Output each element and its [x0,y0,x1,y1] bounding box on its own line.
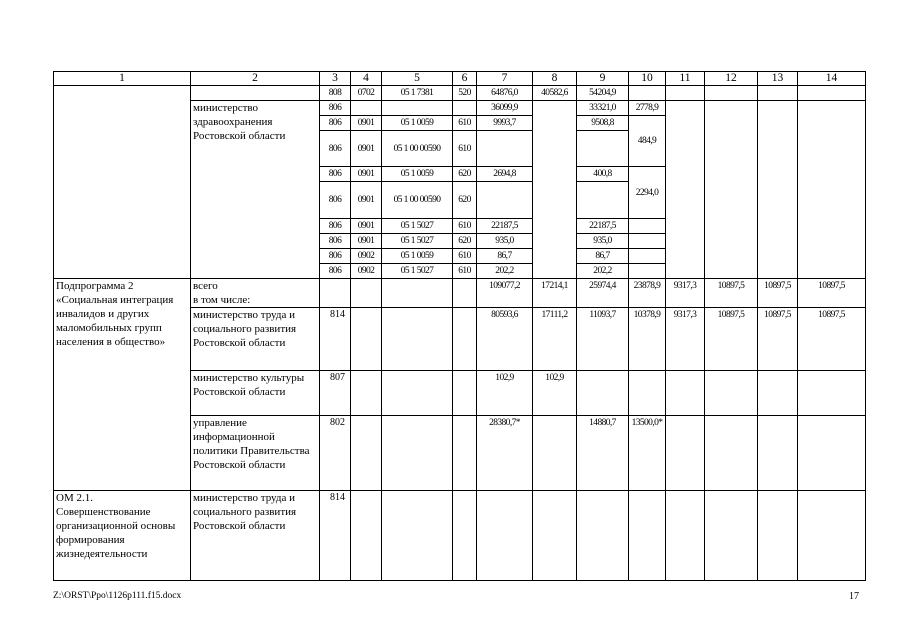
table-cell [705,491,758,581]
table-cell [705,371,758,416]
table-cell: 10897,5 [798,279,866,308]
table-cell [705,86,758,101]
header-cell: 8 [533,72,577,86]
table-cell [351,101,382,116]
table-cell: 22187,5 [477,219,533,234]
table-cell [351,491,382,581]
table-cell [382,491,453,581]
table-cell: 05 1 5027 [382,219,453,234]
table-cell: 05 1 7381 [382,86,453,101]
table-cell: 0902 [351,249,382,264]
table-cell [577,182,629,219]
table-cell: 807 [320,371,351,416]
table-cell [477,131,533,167]
table-cell: 28380,7* [477,416,533,491]
table-cell: 10897,5 [705,279,758,308]
table-cell: 10378,9 [629,308,666,371]
header-cell: 1 [54,72,191,86]
table-cell [666,86,705,101]
table-cell: 610 [453,249,477,264]
table-cell: 10897,5 [758,279,798,308]
table-cell: министерство здравоохранения Ростовской области [191,101,320,279]
table-cell: 10897,5 [798,308,866,371]
table-cell: 2694,8 [477,167,533,182]
table-cell: 0902 [351,264,382,279]
table-cell: 05 1 5027 [382,264,453,279]
table-cell [577,131,629,167]
table-cell: 806 [320,249,351,264]
table-cell: 806 [320,234,351,249]
table-cell: 802 [320,416,351,491]
table-cell: 610 [453,131,477,167]
table-cell: 0901 [351,116,382,131]
table-cell [705,101,758,279]
table-cell: 109077,2 [477,279,533,308]
table-cell [382,101,453,116]
table-cell: 05 1 0059 [382,116,453,131]
table-cell: 0901 [351,131,382,167]
table-cell [351,308,382,371]
table-cell: 806 [320,219,351,234]
table-cell [666,371,705,416]
table-cell: 202,2 [477,264,533,279]
table-cell: 202,2 [577,264,629,279]
table-cell: 05 1 00 00590 [382,131,453,167]
header-cell: 13 [758,72,798,86]
table-cell: 0901 [351,219,382,234]
table-cell: 806 [320,182,351,219]
table-cell: 13500,0* [629,416,666,491]
table-cell: 40582,6 [533,86,577,101]
table-cell: 806 [320,116,351,131]
table-cell [798,86,866,101]
table-cell [382,416,453,491]
table-cell [477,182,533,219]
table-cell [758,371,798,416]
table-cell [191,86,320,101]
table-cell: Подпрограмма 2 «Социальная интеграция инвалидов и других маломобильных групп населения в общество» [54,279,191,491]
table-cell [666,491,705,581]
table-cell: 620 [453,182,477,219]
header-cell: 4 [351,72,382,86]
table-cell: 520 [453,86,477,101]
table-cell [798,371,866,416]
table-cell: 64876,0 [477,86,533,101]
table-cell: 17111,2 [533,308,577,371]
table-cell [320,279,351,308]
table-cell [453,371,477,416]
table-cell: 9508,8 [577,116,629,131]
table-cell: 620 [453,167,477,182]
table-cell [382,279,453,308]
table-cell: 806 [320,167,351,182]
table-cell: 9993,7 [477,116,533,131]
table-cell [453,279,477,308]
table-cell: 610 [453,219,477,234]
table-cell [382,371,453,416]
table-cell: 86,7 [477,249,533,264]
table-cell [666,416,705,491]
table-cell [629,86,666,101]
budget-table [53,71,866,581]
table-cell [453,491,477,581]
table-cell: всего в том числе: [191,279,320,308]
table-cell: ОМ 2.1. Совершенствование организационной основы формирования жизнедеятельности [54,491,191,581]
table-cell [798,101,866,279]
footer-page-number: 17 [849,591,859,602]
table-cell: 10897,5 [758,308,798,371]
table-cell [758,86,798,101]
header-cell: 10 [629,72,666,86]
table-cell: 620 [453,234,477,249]
table-cell [629,249,666,264]
table-row [54,279,866,308]
table-cell: 9317,3 [666,308,705,371]
table-cell: 10897,5 [705,308,758,371]
table-cell: 05 1 00 00590 [382,182,453,219]
table-cell: 25974,4 [577,279,629,308]
table-cell: 2294,0 [629,167,666,219]
table-cell: 610 [453,116,477,131]
table-cell [351,371,382,416]
table-cell: 0901 [351,234,382,249]
table-cell: 806 [320,131,351,167]
table-cell: 23878,9 [629,279,666,308]
header-cell: 7 [477,72,533,86]
table-cell: министерство труда и социального развития Ростовской области [191,491,320,581]
table-row [54,491,866,581]
table-cell: 102,9 [533,371,577,416]
table-cell [533,416,577,491]
table-row [54,86,866,101]
table-cell [477,491,533,581]
table-cell [382,308,453,371]
table-cell: 400,8 [577,167,629,182]
table-cell [577,491,629,581]
table-cell: 814 [320,491,351,581]
header-cell: 12 [705,72,758,86]
table-cell [453,101,477,116]
table-cell: 9317,3 [666,279,705,308]
table-cell [705,416,758,491]
table-cell [453,416,477,491]
table-cell: 14880,7 [577,416,629,491]
table-cell [453,308,477,371]
header-cell: 9 [577,72,629,86]
table-cell: 806 [320,264,351,279]
table-cell: управление информационной политики Правительства Ростовской области [191,416,320,491]
table-cell: 05 1 5027 [382,234,453,249]
table-cell: 05 1 0059 [382,249,453,264]
table-cell: 935,0 [477,234,533,249]
table-cell [798,491,866,581]
table-cell [629,219,666,234]
table-cell: 935,0 [577,234,629,249]
footer-file-path: Z:\ORST\Ppo\1126p111.f15.docx [53,591,182,601]
table-cell [666,101,705,279]
header-cell: 6 [453,72,477,86]
table-cell [629,234,666,249]
table-cell: 2778,9 [629,101,666,116]
header-cell: 11 [666,72,705,86]
table-cell: 0901 [351,167,382,182]
table-body [54,72,866,581]
table-cell [54,86,191,279]
table-cell: 484,9 [629,116,666,167]
table-cell: 808 [320,86,351,101]
header-cell: 2 [191,72,320,86]
table-cell [798,416,866,491]
header-cell: 5 [382,72,453,86]
table-cell: 54204,9 [577,86,629,101]
table-cell: 36099,9 [477,101,533,116]
header-cell: 14 [798,72,866,86]
table-cell [533,491,577,581]
table-cell [351,416,382,491]
header-row [54,72,866,86]
header-cell: 3 [320,72,351,86]
table-cell [758,416,798,491]
table-cell [629,264,666,279]
table-cell [533,101,577,279]
table-cell: 610 [453,264,477,279]
table-cell: 80593,6 [477,308,533,371]
table-cell: 05 1 0059 [382,167,453,182]
table-cell [351,279,382,308]
table-cell: 17214,1 [533,279,577,308]
table-cell: министерство труда и социального развития Ростовской области [191,308,320,371]
table-cell: 814 [320,308,351,371]
table-cell: 806 [320,101,351,116]
table-cell: 0901 [351,182,382,219]
table-cell: 22187,5 [577,219,629,234]
table-cell: министерство культуры Ростовской области [191,371,320,416]
table-cell [629,371,666,416]
table-cell: 0702 [351,86,382,101]
table-cell: 86,7 [577,249,629,264]
table-cell [758,491,798,581]
table-cell: 33321,0 [577,101,629,116]
table-cell [629,491,666,581]
table-cell: 102,9 [477,371,533,416]
table-cell: 11093,7 [577,308,629,371]
table-cell [758,101,798,279]
table-cell [577,371,629,416]
